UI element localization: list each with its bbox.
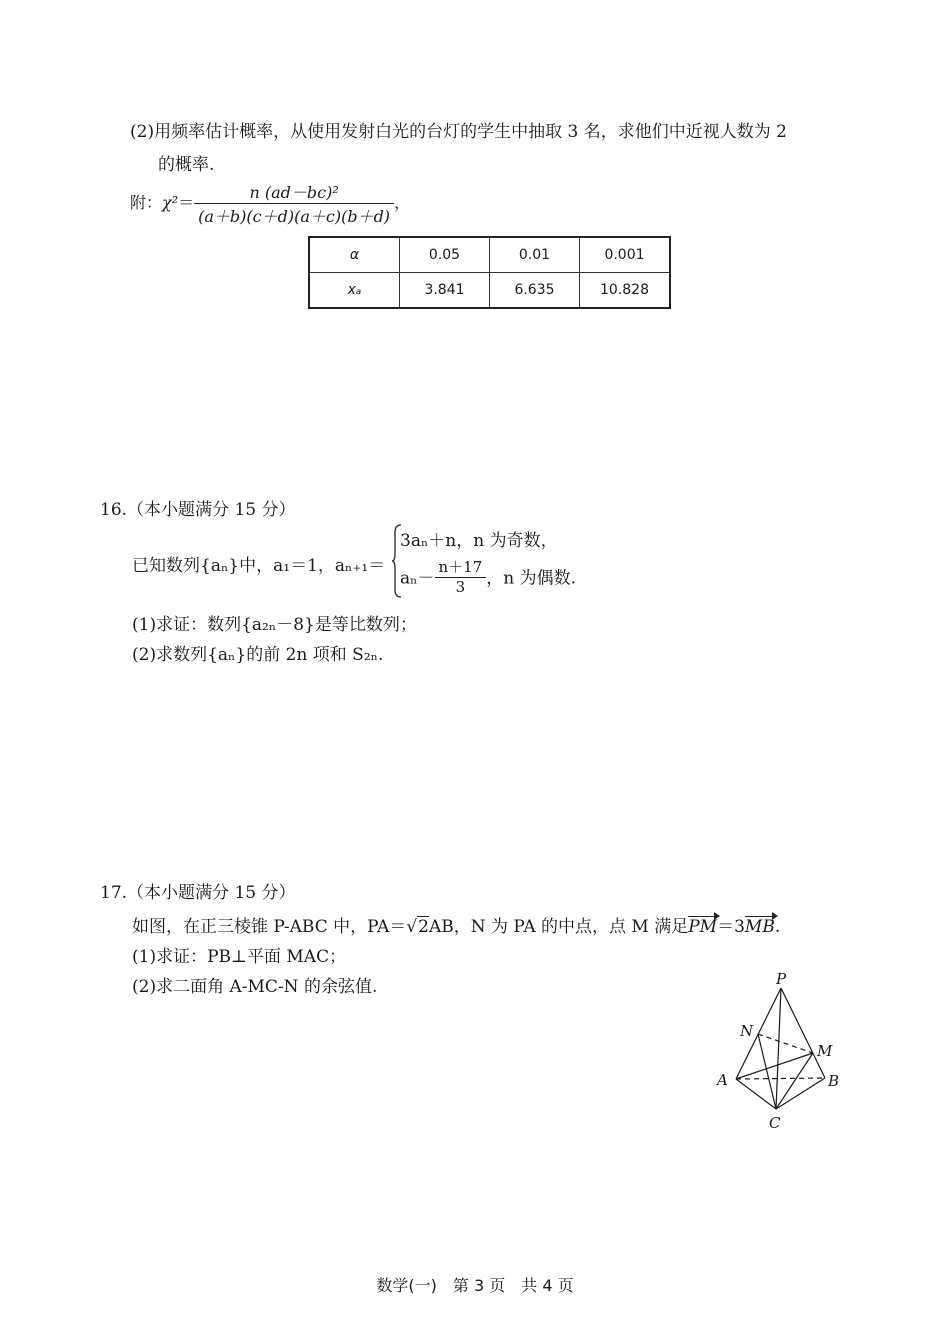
formula-denominator: (a＋b)(c＋d)(a＋c)(b＋d) bbox=[194, 203, 394, 227]
q16-heading: 16.（本小题满分 15 分） bbox=[100, 500, 296, 520]
q17-intro-c: ＝3 bbox=[717, 917, 745, 937]
table-cell: 3.841 bbox=[400, 273, 490, 309]
q16-intro: 已知数列{aₙ}中，a₁＝1，aₙ₊₁＝ bbox=[132, 556, 386, 576]
q17-heading: 17.（本小题满分 15 分） bbox=[100, 883, 296, 903]
formula-fraction bbox=[194, 180, 394, 227]
label-a: A bbox=[717, 1071, 728, 1089]
critical-value-table bbox=[308, 236, 671, 309]
appendix-prefix: 附： bbox=[130, 193, 163, 212]
formula-numerator: n (ad－bc)² bbox=[249, 183, 339, 202]
q17-intro-d: . bbox=[774, 917, 781, 937]
pyramid-figure bbox=[705, 968, 855, 1133]
sqrt-icon: √ bbox=[406, 917, 418, 937]
table-cell: 0.05 bbox=[400, 237, 490, 273]
vector-pm: PM bbox=[688, 917, 718, 937]
label-b: B bbox=[828, 1072, 840, 1090]
table-cell: 0.001 bbox=[580, 237, 671, 273]
table-row bbox=[309, 237, 670, 273]
edge-ab-hidden bbox=[736, 1078, 825, 1079]
table-cell: 0.01 bbox=[490, 237, 580, 273]
q16-case-odd: 3aₙ＋n，n 为奇数， bbox=[400, 531, 558, 551]
q17-part2: (2)求二面角 A-MC-N 的余弦值. bbox=[132, 977, 378, 997]
formula-equals: ＝ bbox=[178, 193, 195, 212]
table-header-alpha: α bbox=[309, 237, 400, 273]
case-even-suffix: ，n 为偶数. bbox=[486, 568, 577, 589]
table-cell: 10.828 bbox=[580, 273, 671, 309]
case-even-prefix: aₙ－ bbox=[400, 568, 435, 589]
page-footer: 数学(一) 第 3 页 共 4 页 bbox=[376, 1276, 574, 1295]
table-row bbox=[309, 273, 670, 309]
edge-bc bbox=[776, 1078, 825, 1109]
edge-mc bbox=[776, 1053, 813, 1109]
q16-part1: (1)求证：数列{a₂ₙ－8}是等比数列； bbox=[132, 615, 417, 635]
q16-case-even bbox=[400, 556, 576, 596]
formula-tail: ， bbox=[394, 193, 411, 212]
chi-symbol: χ² bbox=[162, 193, 179, 212]
q17-intro-a: 如图，在正三棱锥 P-ABC 中，PA＝ bbox=[132, 917, 407, 937]
case-even-fraction bbox=[435, 556, 487, 596]
q17-intro-b: AB，N 为 PA 的中点，点 M 满足 bbox=[428, 917, 689, 937]
label-p: P bbox=[776, 970, 787, 988]
label-c: C bbox=[769, 1114, 781, 1132]
chi-square-formula bbox=[130, 180, 410, 227]
edge-pc bbox=[776, 988, 781, 1109]
table-header-x: xₐ bbox=[309, 273, 400, 309]
q15-part2-line2: 的概率. bbox=[158, 155, 215, 175]
table-cell: 6.635 bbox=[490, 273, 580, 309]
vector-mb: MB bbox=[744, 917, 775, 937]
label-m: M bbox=[817, 1042, 833, 1060]
case-even-num: n＋17 bbox=[438, 558, 483, 576]
edge-pb bbox=[781, 988, 825, 1078]
q17-intro bbox=[132, 912, 780, 937]
q15-part2-line1: (2)用频率估计概率，从使用发射白光的台灯的学生中抽取 3 名，求他们中近视人数为 2 bbox=[130, 122, 787, 142]
sqrt-arg: 2 bbox=[418, 917, 429, 937]
q17-part1: (1)求证：PB⊥平面 MAC； bbox=[132, 947, 347, 967]
case-even-den: 3 bbox=[435, 577, 487, 596]
label-n: N bbox=[740, 1022, 754, 1040]
q16-part2: (2)求数列{aₙ}的前 2n 项和 S₂ₙ. bbox=[132, 645, 384, 665]
